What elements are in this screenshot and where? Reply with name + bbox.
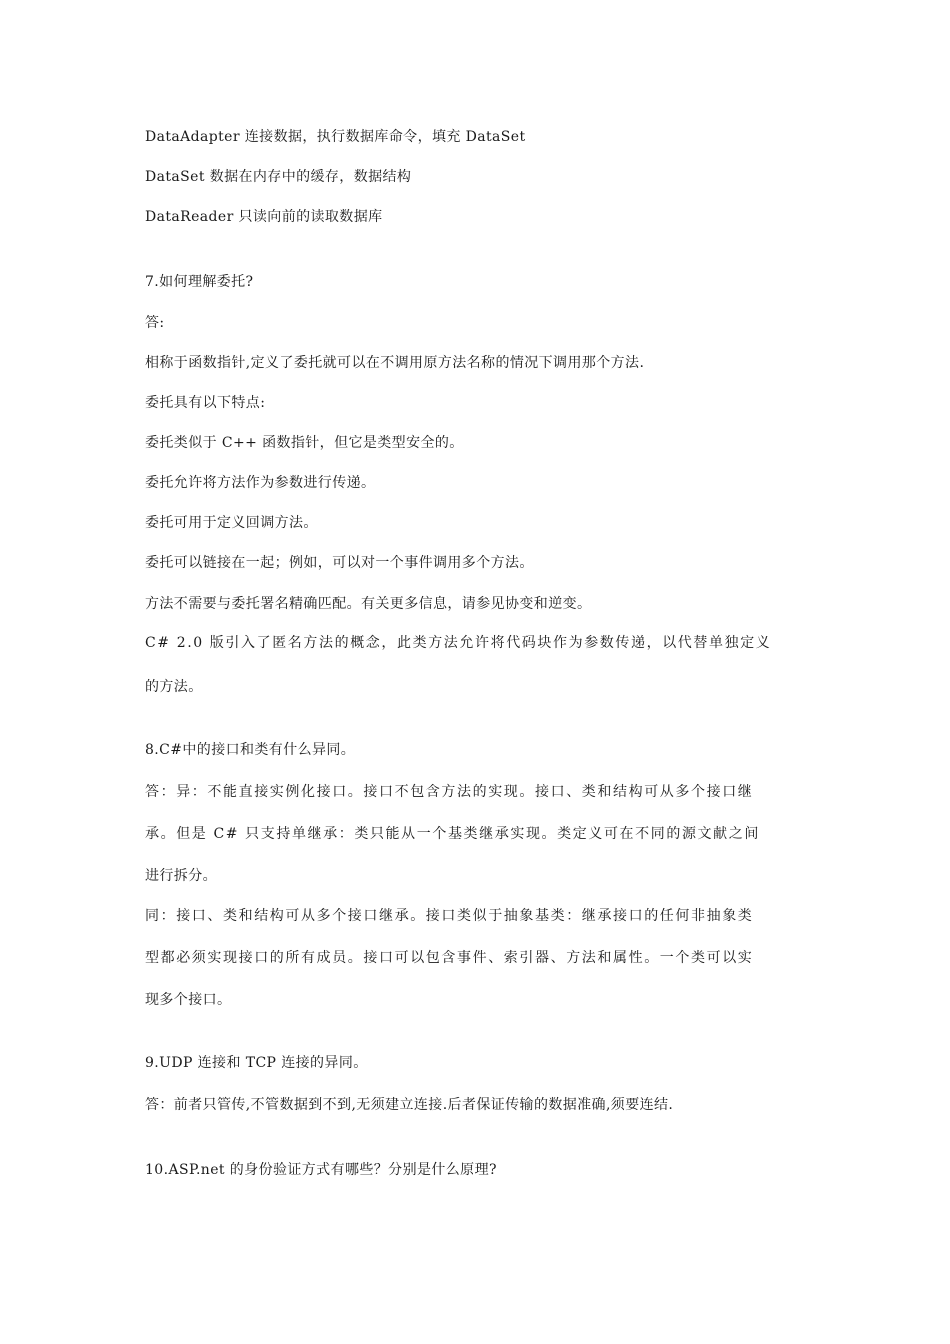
- paragraph-line: 委托具有以下特点:: [145, 395, 266, 411]
- paragraph-line: 委托可以链接在一起；例如，可以对一个事件调用多个方法。: [145, 555, 534, 571]
- text-line-datareader: DataReader 只读向前的读取数据库: [145, 209, 383, 225]
- question-10-heading: 10.ASP.net 的身份验证方式有哪些？分别是什么原理?: [145, 1162, 497, 1178]
- question-9-heading: 9.UDP 连接和 TCP 连接的异同。: [145, 1055, 368, 1071]
- paragraph-line: 型都必须实现接口的所有成员。接口可以包含事件、索引器、方法和属性。一个类可以实: [145, 950, 754, 966]
- paragraph-line: C# 2.0 版引入了匿名方法的概念，此类方法允许将代码块作为参数传递，以代替单独定义: [145, 635, 772, 651]
- paragraph-line: 委托可用于定义回调方法。: [145, 515, 318, 531]
- paragraph-line: 现多个接口。: [145, 992, 232, 1008]
- paragraph-line: 委托允许将方法作为参数进行传递。: [145, 475, 376, 491]
- paragraph-line: 承。但是 C# 只支持单继承：类只能从一个基类继承实现。类定义可在不同的源文献之间: [145, 826, 760, 842]
- paragraph-line: 委托类似于 C++ 函数指针，但它是类型安全的。: [145, 435, 464, 451]
- answer-label: 答:: [145, 315, 165, 331]
- question-7-heading: 7.如何理解委托?: [145, 274, 254, 290]
- paragraph-line: 答：异：不能直接实例化接口。接口不包含方法的实现。接口、类和结构可从多个接口继: [145, 784, 754, 800]
- paragraph-line: 同：接口、类和结构可从多个接口继承。接口类似于抽象基类：继承接口的任何非抽象类: [145, 908, 754, 924]
- text-line-dataset: DataSet 数据在内存中的缓存，数据结构: [145, 169, 412, 185]
- paragraph-line: 方法不需要与委托署名精确匹配。有关更多信息，请参见协变和逆变。: [145, 596, 592, 612]
- text-line-dataadapter: DataAdapter 连接数据，执行数据库命令，填充 DataSet: [145, 129, 526, 145]
- paragraph-line: 的方法。: [145, 679, 203, 695]
- paragraph-line: 答：前者只管传,不管数据到不到,无须建立连接.后者保证传输的数据准确,须要连结.: [145, 1097, 674, 1113]
- paragraph-line: 进行拆分。: [145, 868, 217, 884]
- question-8-heading: 8.C#中的接口和类有什么异同。: [145, 742, 356, 758]
- paragraph-line: 相称于函数指针,定义了委托就可以在不调用原方法名称的情况下调用那个方法.: [145, 355, 645, 371]
